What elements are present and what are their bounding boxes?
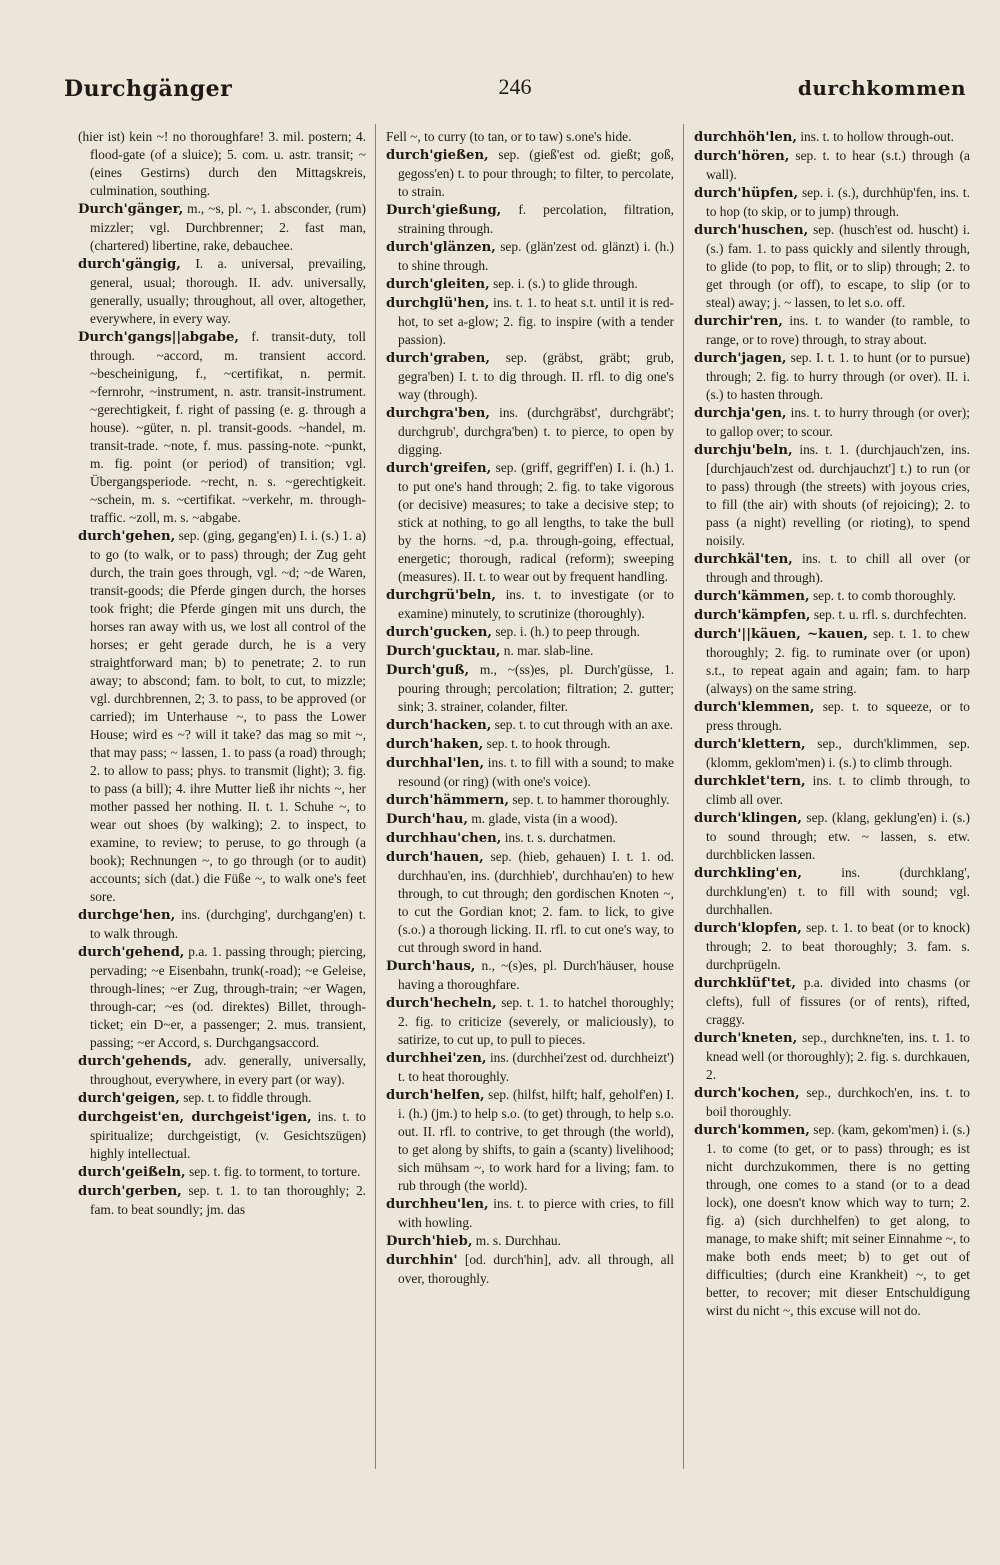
dictionary-entry: [78, 328, 366, 527]
entry-definition: ins. t. to fill with a sound; to make resound (or ring) (with one's voice).: [398, 755, 674, 789]
dictionary-entry: [694, 809, 970, 864]
entry-definition: ins. t. s. durchatmen.: [504, 830, 616, 845]
entry-headword: durchklet'tern,: [694, 774, 806, 789]
entry-headword: durch'hauen,: [386, 850, 484, 865]
dictionary-entry: [386, 994, 674, 1049]
entry-headword: durch'glänzen,: [386, 240, 496, 255]
entry-definition: ins. t. to spiritualize; durchgeistigt, (v. Gesichtszügen) highly intellectual.: [90, 1109, 366, 1161]
entry-headword: durch'hüpfen,: [694, 186, 799, 201]
entry-headword: durchgeist'en, durchgeist'igen,: [78, 1110, 312, 1125]
entry-headword: durch'||käuen, ~kauen,: [694, 627, 868, 642]
entry-headword: durch'kämmen,: [694, 589, 810, 604]
entry-headword: Durch'gucktau,: [386, 644, 501, 659]
entry-definition: ins. (durchgräbst', durchgräbt'; durchgrub', durchgra'ben) t. to pierce, to open by digging.: [398, 405, 674, 457]
entry-definition: Fell ~, to curry (to tan, or to taw) s.one's hide.: [386, 129, 632, 144]
entry-definition: ins. (durchhei'zest od. durchheizt') t. to heat thoroughly.: [398, 1050, 674, 1084]
entry-definition: adv. generally, universally, throughout, everywhere, in every part (or way).: [90, 1053, 366, 1087]
entry-definition: ins. t. to investigate (or to examine) minutely, to scrutinize (thoroughly).: [398, 587, 674, 621]
dictionary-entry: [694, 587, 970, 606]
entry-definition: ins. t. to pierce with cries, to fill with howling.: [398, 1196, 674, 1230]
entry-headword: durch'gerben,: [78, 1184, 182, 1199]
entry-definition: sep. i. (h.) to peep through.: [495, 624, 640, 639]
dictionary-entry: [694, 184, 970, 221]
dictionary-entry: [386, 404, 674, 459]
dictionary-entry: [694, 606, 970, 625]
entry-definition: sep. t. 1. to chew thoroughly; 2. fig. to ruminate over (or upon) s.t., to repeat again and again; fam. to harp (always) on the same string.: [706, 626, 970, 696]
entry-headword: durchglü'hen,: [386, 296, 490, 311]
column-1: [78, 128, 366, 1219]
entry-headword: durchja'gen,: [694, 406, 787, 421]
entry-headword: durchheu'len,: [386, 1197, 489, 1212]
entry-definition: ins. (durchklang', durchklung'en) t. to fill with sound; vgl. durchhallen.: [706, 865, 970, 917]
entry-definition: m. s. Durchhau.: [475, 1233, 561, 1248]
entry-headword: durch'gießen,: [386, 148, 489, 163]
dictionary-entry: [78, 255, 366, 328]
entry-headword: durchgra'ben,: [386, 406, 490, 421]
dictionary-entry: [386, 1251, 674, 1288]
dictionary-entry: [386, 294, 674, 349]
dictionary-entry: [694, 404, 970, 441]
entry-headword: durchkäl'ten,: [694, 552, 793, 567]
entry-headword: durch'greifen,: [386, 461, 492, 476]
entry-definition: sep. t. to fiddle through.: [183, 1090, 312, 1105]
entry-definition: sep. (ging, gegang'en) I. i. (s.) 1. a) to go (to walk, or to pass) through; der Zug geht durch, the train goes through, vgl. ~d; ~de Waren, transit-goods; die Pferde gingen durch, the horses took fright; die Pferde gingen mit uns durch, the horses ran away with us, we lost all control of the horses; er geht gerade durch, he is a very straightforward man; b) to penetrate; 2. to run away; to abscond; fam. to bolt, to cut, to mizzle; vgl. durchbrennen, 2; 3. to pass, to be approved (or carried); im Unterhause ~, to pass the Lower House; wird es ~? will it take? das mag so mit ~, that may pass; ~ lassen, 1. to pass (a road) through; 2. to allow to pass; phys. to transmit (light); 3. fig. to pass (a bill); 4. ihre Mutter ließ ihr nichts ~, her mother passed her nothing. II. t. 1. Schuhe ~, to wear out shoes (by walking); 2. to inspect, to examine, to review; to peruse, to go through (a book); Rechnungen ~, to go through (or to audit) accounts; sich (dat.) die Füße ~, to walk one's feet sore.: [90, 528, 366, 904]
dictionary-entry: [386, 791, 674, 810]
dictionary-entry: [386, 810, 674, 829]
entry-definition: sep. (husch'est od. huscht) i. (s.) fam. 1. to pass quickly and silently through, to glide (to pop, to flit, or to slip) through; 2. to get through (or off), to escape, to slip (or to steal) away; j. ~ lassen, to let s.o. off.: [706, 222, 970, 310]
entry-headword: durchhin': [386, 1253, 458, 1268]
entry-headword: Durch'guß,: [386, 663, 470, 678]
dictionary-entry: [78, 1182, 366, 1219]
entry-headword: durch'kneten,: [694, 1031, 798, 1046]
entry-definition: p.a. 1. passing through; piercing, pervading; ~e Eisenbahn, trunk(-road); ~e Geleise, through-lines; ~er Zug, through-train; ~er Wagen, through-car; ~es (od. direktes) Billet, through-ticket; ein D~er, a passenger; 2. mus. transient, passing; ~er Accord, s. Durchgangsaccord.: [90, 944, 366, 1050]
entry-headword: durch'klingen,: [694, 811, 802, 826]
entry-definition: sep. i. (s.), durchhüp'fen, ins. t. to hop (to skip, or to jump) through.: [706, 185, 970, 219]
entry-headword: durchklüf'tet,: [694, 976, 796, 991]
dictionary-entry: [694, 441, 970, 550]
dictionary-entry: [694, 974, 970, 1029]
entry-headword: durchhei'zen,: [386, 1051, 487, 1066]
entry-headword: Durch'gangs||abgabe,: [78, 330, 239, 345]
dictionary-entry: [78, 1108, 366, 1163]
dictionary-entry: [386, 1049, 674, 1086]
dictionary-entry: [386, 275, 674, 294]
dictionary-entry: [386, 735, 674, 754]
dictionary-entry: [694, 625, 970, 698]
entry-definition: ins. t. to wander (to ramble, to range, or to rove) through, to stray about.: [706, 313, 970, 347]
entry-headword: durch'gehend,: [78, 945, 185, 960]
entry-headword: durch'huschen,: [694, 223, 809, 238]
dictionary-entry: [694, 772, 970, 809]
dictionary-entry: [694, 1121, 970, 1320]
entry-headword: durchir'ren,: [694, 314, 783, 329]
entry-definition: ins. t. 1. to heat s.t. until it is red-hot, to set a-glow; 2. fig. to inspire (with a tender passion).: [398, 295, 674, 347]
dictionary-entry: [386, 661, 674, 716]
dictionary-entry: [386, 623, 674, 642]
entry-definition: sep., durchkne'ten, ins. t. 1. to knead well (or thoroughly); 2. fig. s. durchkauen, 2.: [706, 1030, 970, 1082]
dictionary-entry: [78, 200, 366, 255]
entry-headword: durch'gehen,: [78, 529, 176, 544]
entry-headword: durchge'hen,: [78, 908, 176, 923]
entry-definition: n., ~(s)es, pl. Durch'häuser, house having a thoroughfare.: [398, 958, 675, 992]
dictionary-entry: [386, 829, 674, 848]
entry-definition: f. transit-duty, toll through. ~accord, m. transient accord. ~bescheinigung, f., ~certifikat, n. permit. ~fernrohr, ~instrument, n. astr. transit-instrument. ~gerechtigkeit, f. right of passing (e. g. through a house). ~güter, n. pl. transit-goods. ~handel, m. transit-trade. ~note, f. mus. passing-note. ~punkt, m. fig. point (or period) of transition; vgl. Übergangsperiode. ~recht, n. s. ~gerechtigkeit. ~schein, m. s. ~certifikat. ~verkehr, m. through-traffic. ~zoll, m. s. ~abgabe.: [90, 329, 366, 525]
page-number: 246: [498, 74, 532, 99]
entry-definition: sep. t. to comb thoroughly.: [812, 588, 957, 603]
dictionary-entry: [694, 698, 970, 735]
dictionary-entry: [386, 201, 674, 238]
dictionary-entry: [386, 146, 674, 201]
entry-definition: sep. (klang, geklung'en) i. (s.) to sound through; etw. ~ lassen, s. etw. durchblicken lassen.: [706, 810, 970, 862]
column-3: [694, 128, 970, 1320]
dictionary-entry: [386, 128, 674, 146]
entry-definition: sep. t. 1. to tan thoroughly; 2. fam. to beat soundly; jm. das: [90, 1183, 366, 1217]
entry-definition: ins. t. to climb through, to climb all over.: [706, 773, 970, 807]
entry-headword: durch'geigen,: [78, 1091, 180, 1106]
running-header: [64, 70, 966, 110]
dictionary-entry: [694, 735, 970, 772]
dictionary-entry: [78, 906, 366, 943]
dictionary-entry: [694, 221, 970, 312]
entry-definition: sep. t. u. rfl. s. durchfechten.: [813, 607, 967, 622]
entry-definition: (hier ist) kein ~! no thoroughfare! 3. mil. postern; 4. flood-gate (of a sluice); 5. com. u. astr. transit; ~ (eines Gestirns) durch den Mittagskreis, culmination, southing.: [78, 129, 366, 198]
dictionary-entry: [386, 1195, 674, 1232]
entry-definition: sep. (hilfst, hilft; half, geholf'en) I. i. (h.) (jm.) to help s.o. (to get) through, to help s.o. out. II. rfl. to contrive, to get through (the world), to get along by shifts, to gain a (scanty) livelihood; sich mühsam ~, to work hard for a living; fam. to rub through (the world).: [398, 1087, 674, 1193]
dictionary-entry: [386, 754, 674, 791]
dictionary-entry: [694, 919, 970, 974]
dictionary-entry: [694, 349, 970, 404]
entry-definition: sep. i. (s.) to glide through.: [493, 276, 638, 291]
entry-definition: I. a. universal, prevailing, general, usual; thorough. II. adv. universally, generally, usually; throughout, all over, altogether, everywhere, in every way.: [90, 256, 366, 326]
entry-definition: f. percolation, filtration, straining through.: [398, 202, 674, 236]
entry-definition: [od. durch'hin], adv. all through, all over, thoroughly.: [398, 1252, 674, 1286]
entry-headword: durch'jagen,: [694, 351, 787, 366]
dictionary-entry: [694, 312, 970, 349]
dictionary-entry: [386, 238, 674, 275]
dictionary-entry: [386, 848, 674, 957]
entry-definition: sep. t. to cut through with an axe.: [494, 717, 674, 732]
dictionary-entry: [694, 864, 970, 919]
dictionary-entry: [78, 943, 366, 1052]
entry-definition: ins. (durchging', durchgang'en) t. to walk through.: [90, 907, 366, 941]
entry-definition: sep. I. t. 1. to hunt (or to pursue) through; 2. fig. to hurry through (or over). II. i. (s.) to hasten through.: [706, 350, 970, 402]
dictionary-entry: [694, 128, 970, 147]
entry-headword: durch'klettern,: [694, 737, 806, 752]
dictionary-entry: [78, 128, 366, 200]
dictionary-entry: [694, 1084, 970, 1121]
entry-definition: ins. t. to hurry through (or over); to gallop over; to scour.: [706, 405, 970, 439]
dictionary-entry: [386, 642, 674, 661]
entry-headword: durch'helfen,: [386, 1088, 485, 1103]
entry-definition: sep., durchkoch'en, ins. t. to boil thoroughly.: [706, 1085, 970, 1119]
entry-headword: durch'hacken,: [386, 718, 492, 733]
entry-definition: sep. (glän'zest od. glänzt) i. (h.) to shine through.: [398, 239, 674, 273]
dictionary-entry: [694, 1029, 970, 1084]
entry-headword: durch'kochen,: [694, 1086, 800, 1101]
entry-headword: Durch'gänger,: [78, 202, 184, 217]
entry-definition: sep. (hieb, gehauen) I. t. 1. od. durchhau'en, ins. (durchhieb', durchhau'en) to hew through, to cut through; den gordischen Knoten ~, to cut the Gordian knot; 2. fam. to lick, to give (s.o.) a thorough licking. II. rfl. to cut one's way, to cut through sword in hand.: [398, 849, 674, 955]
entry-definition: sep. t. 1. to hatchel thoroughly; 2. fig. to criticize (severely, or maliciously), to satirize, to cut up, to pull to pieces.: [398, 995, 674, 1047]
entry-headword: durch'haken,: [386, 737, 484, 752]
dictionary-entry: [78, 527, 366, 906]
header-left-headword: Durchgänger: [64, 76, 233, 102]
dictionary-entry: [386, 957, 674, 994]
entry-headword: durch'klemmen,: [694, 700, 815, 715]
header-right-headword: durchkommen: [797, 76, 966, 100]
dictionary-entry: [386, 459, 674, 586]
entry-definition: sep. t. to hammer thoroughly.: [512, 792, 670, 807]
entry-headword: Durch'gießung,: [386, 203, 502, 218]
entry-headword: durch'geißeln,: [78, 1165, 186, 1180]
dictionary-entry: [78, 1163, 366, 1182]
entry-definition: sep. (griff, gegriff'en) I. i. (h.) 1. to put one's hand through; 2. fig. to take vigorous (or decisive) measures; to take a decisive step; to stick at nothing, to go all lengths, to take the bull by the horns. ~d, p.a. through-going, effectual, energetic; thorough, radical (reform); sweeping (measures). II. t. to wear out by frequent handling.: [398, 460, 674, 584]
entry-headword: durch'kämpfen,: [694, 608, 811, 623]
entry-headword: durch'gängig,: [78, 257, 181, 272]
dictionary-entry: [386, 349, 674, 404]
entry-definition: sep. t. to squeeze, or to press through.: [706, 699, 970, 733]
dictionary-entry: [78, 1089, 366, 1108]
entry-definition: sep. (kam, gekom'men) i. (s.) 1. to come (to get, or to pass) through; es ist nicht durchzukommen, there is no getting through, one comes to a stand (or to a dead lock), one doesn't know which way to turn; 2. fig. a) (sich durchhelfen) to get along, to manage, to make shift; mit seiner Einnahme ~, to make both ends meet; b) to get out of difficulties; (durch eine Krankheit) ~, to get better, to recover; mit dieser Entschuldigung wirst du nicht ~, this excuse will not do.: [706, 1122, 970, 1318]
entry-definition: sep. t. 1. to beat (or to knock) through; 2. to beat thoroughly; 3. fam. s. durchprügeln.: [706, 920, 970, 972]
dictionary-entry: [78, 1052, 366, 1089]
entry-headword: durch'hören,: [694, 149, 790, 164]
column-rule: [683, 124, 684, 1469]
entry-headword: durch'graben,: [386, 351, 490, 366]
entry-headword: Durch'haus,: [386, 959, 476, 974]
entry-headword: durchhau'chen,: [386, 831, 502, 846]
entry-headword: durch'gucken,: [386, 625, 492, 640]
entry-headword: durchhöh'len,: [694, 130, 797, 145]
entry-headword: durch'gehends,: [78, 1054, 192, 1069]
entry-definition: sep. (gräbst, gräbt; grub, gegra'ben) I. t. to dig through. II. rfl. to dig one's way (through).: [398, 350, 674, 402]
column-2: [386, 128, 674, 1288]
entry-headword: durch'klopfen,: [694, 921, 802, 936]
dictionary-entry: [386, 1232, 674, 1251]
entry-definition: p.a. divided into chasms (or clefts), full of fissures (or of rents), rifted, craggy.: [706, 975, 970, 1027]
entry-definition: sep. t. fig. to torment, to torture.: [189, 1164, 361, 1179]
entry-definition: m., ~s, pl. ~, 1. absconder, (rum) mizzler; vgl. Durchbrenner; 2. fast man, (chartered) libertine, rake, debauchee.: [90, 201, 366, 253]
dictionary-entry: [386, 586, 674, 623]
entry-headword: durchgrü'beln,: [386, 588, 496, 603]
entry-definition: sep. (gieß'est od. gießt; goß, gegoss'en) t. to pour through; to filter, to percolate, to strain.: [398, 147, 674, 199]
entry-definition: ins. t. to chill all over (or through and through).: [706, 551, 970, 585]
entry-definition: sep. t. to hear (s.t.) through (a wall).: [706, 148, 970, 182]
entry-definition: m., ~(ss)es, pl. Durch'güsse, 1. pouring through; percolation; filtration; 2. gutter; sink; 3. strainer, colander, filter.: [398, 662, 674, 714]
entry-headword: durchkling'en,: [694, 866, 802, 881]
entry-headword: durch'kommen,: [694, 1123, 810, 1138]
dictionary-entry: [386, 716, 674, 735]
entry-definition: sep. t. to hook through.: [486, 736, 611, 751]
entry-headword: durch'hecheln,: [386, 996, 497, 1011]
column-rule: [375, 124, 376, 1469]
entry-definition: sep., durch'klimmen, sep. (klomm, geklom'men) i. (s.) to climb through.: [706, 736, 970, 770]
entry-headword: Durch'hieb,: [386, 1234, 473, 1249]
dictionary-entry: [694, 550, 970, 587]
dictionary-entry: [386, 1086, 674, 1195]
entry-definition: n. mar. slab-line.: [503, 643, 594, 658]
entry-headword: Durch'hau,: [386, 812, 468, 827]
entry-definition: ins. t. to hollow through-out.: [800, 129, 954, 144]
dictionary-entry: [694, 147, 970, 184]
entry-definition: m. glade, vista (in a wood).: [471, 811, 618, 826]
entry-headword: durchhal'len,: [386, 756, 485, 771]
entry-headword: durch'gleiten,: [386, 277, 490, 292]
entry-headword: durchju'beln,: [694, 443, 793, 458]
entry-definition: ins. t. 1. (durchjauch'zen, ins. [durchjauch'zest od. durchjauchzt'] t.) to run (or to pass) through (the streets) with joyous cries, to fill (the air) with shouts (of rejoicing); 2. to pass (a night) revelling (or rioting), to spend noisily.: [706, 442, 970, 548]
entry-headword: durch'hämmern,: [386, 793, 509, 808]
